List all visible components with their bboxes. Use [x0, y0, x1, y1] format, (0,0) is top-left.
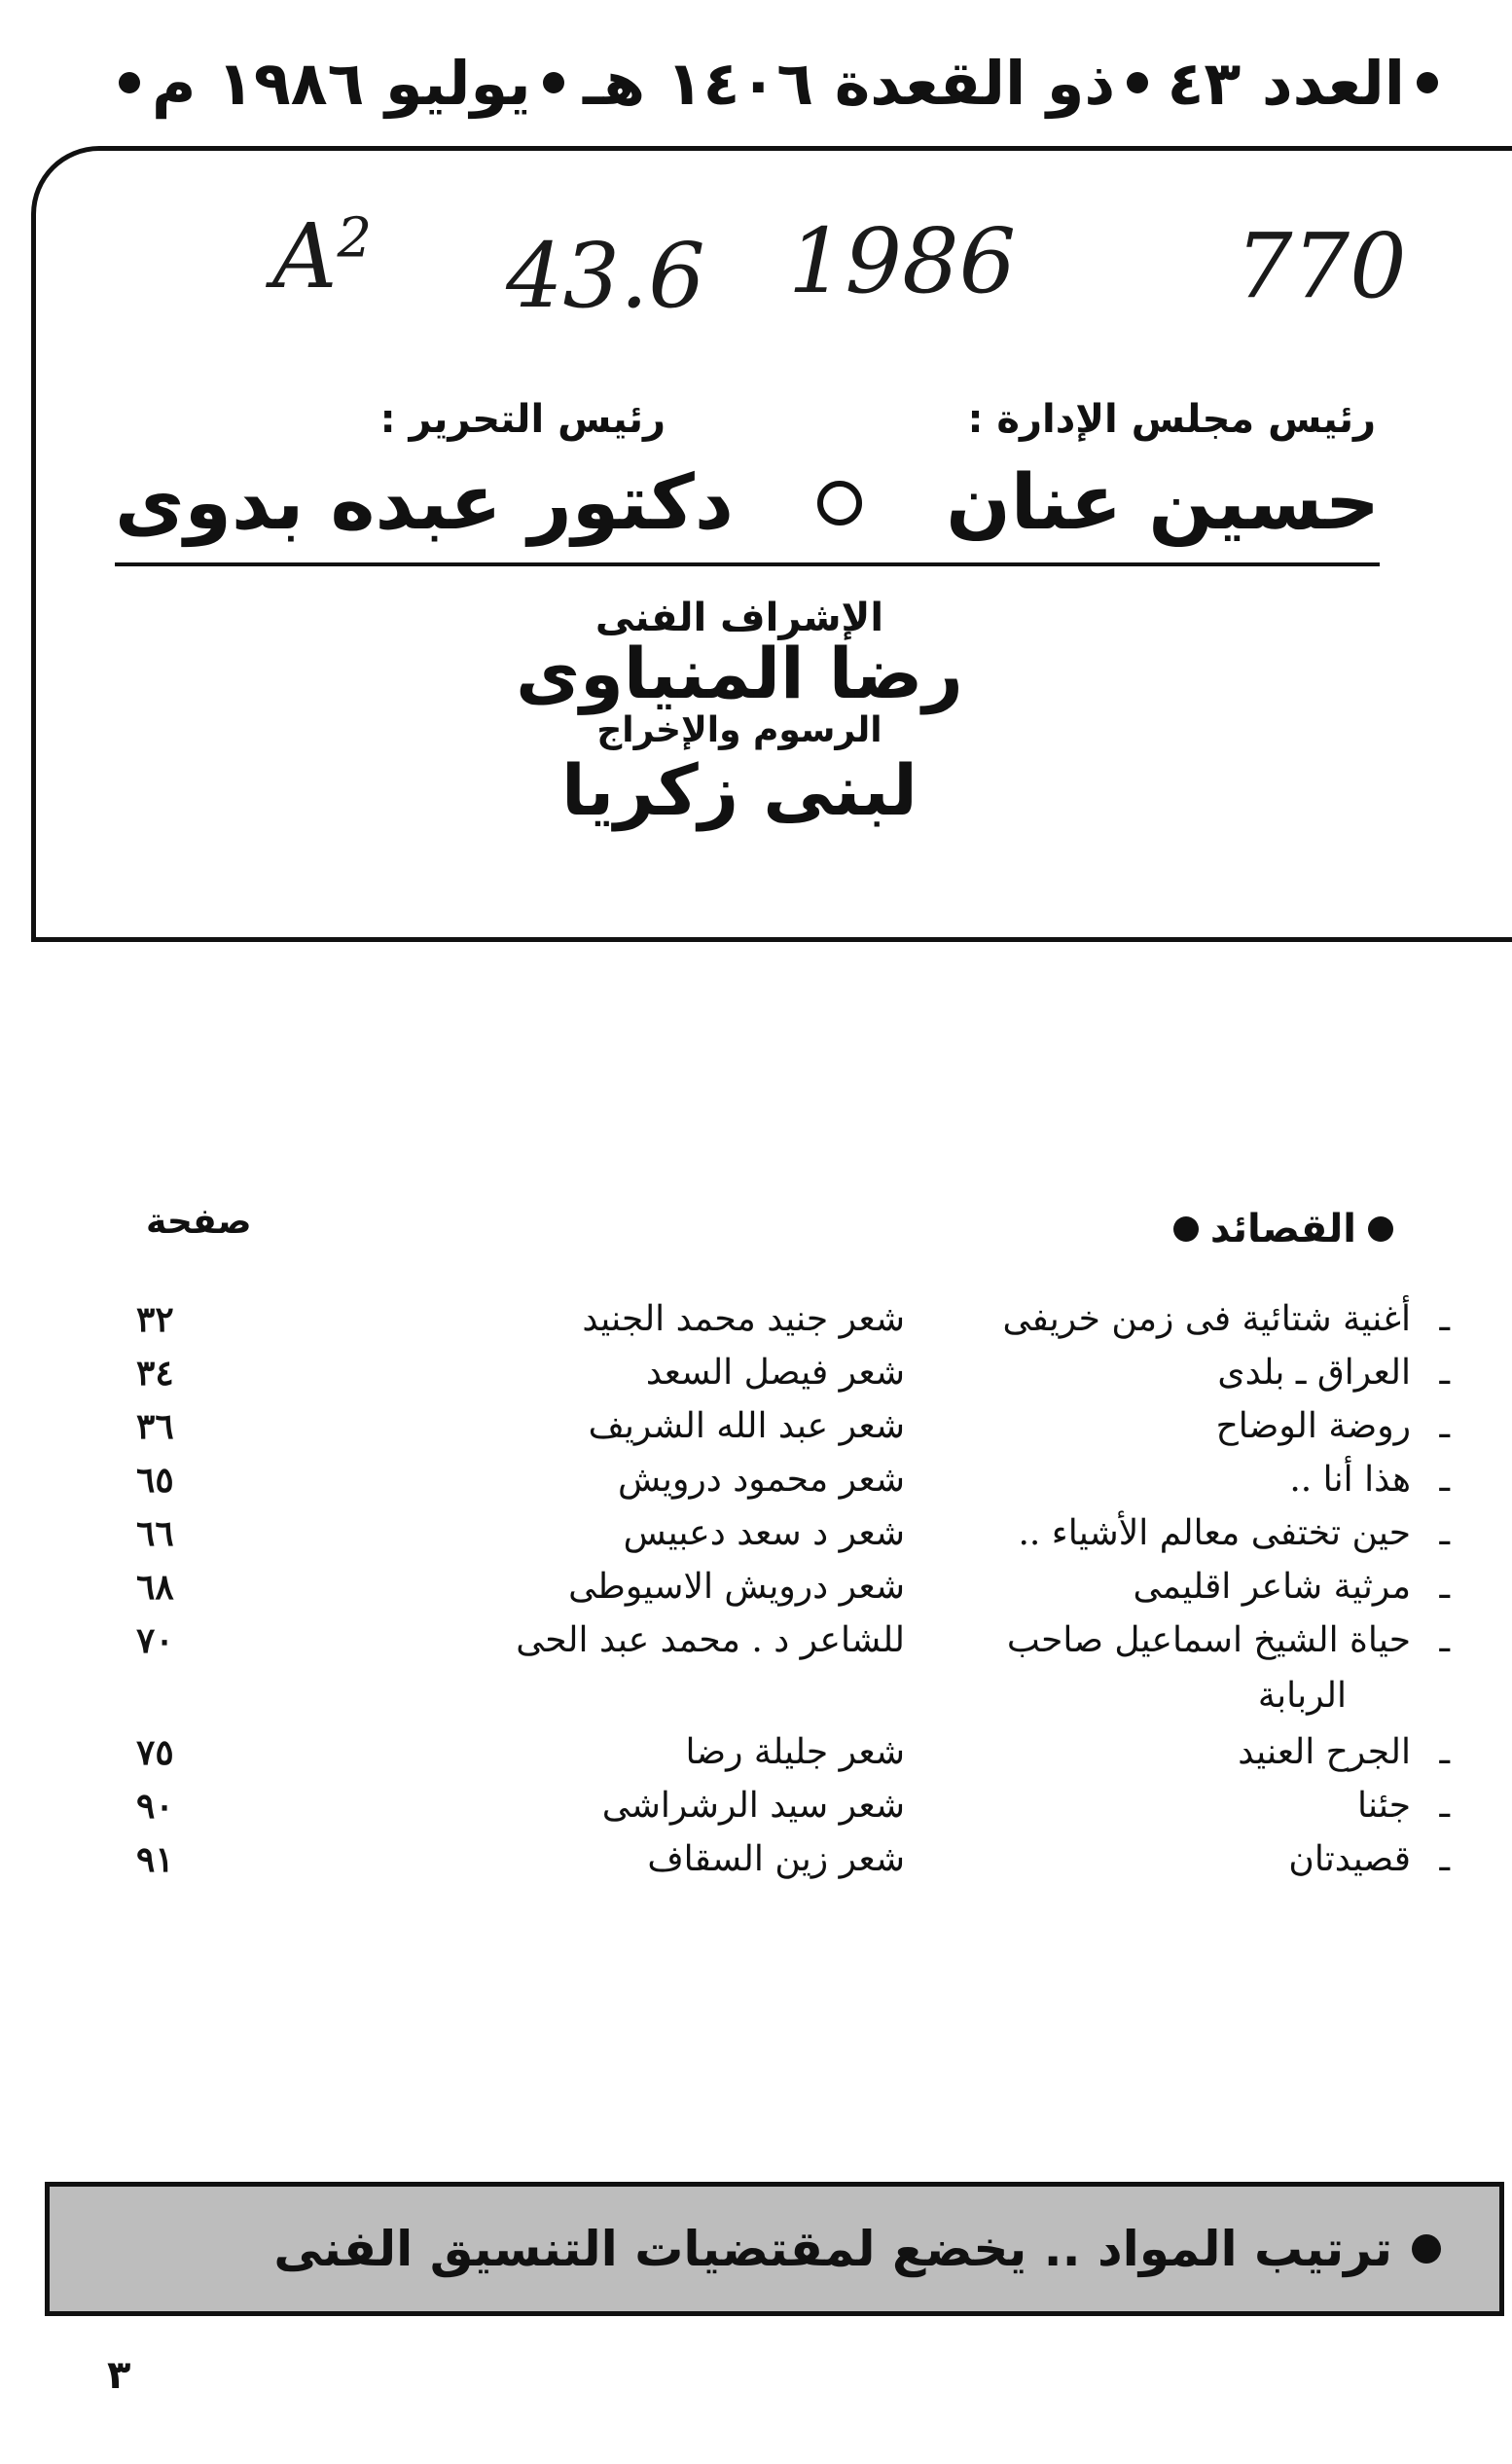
bullet-icon [1127, 72, 1148, 93]
board-chair-name: حسين عنان [946, 459, 1380, 547]
toc-author: شعر جنيد محمد الجنيد [582, 1299, 905, 1339]
toc-title-continuation: الربابة [1257, 1676, 1347, 1716]
toc-page: ٧٠ [136, 1620, 174, 1661]
art-supervision-label: الإشراف الفنى [594, 596, 884, 640]
toc-row: ـ روضة الوضاح شعر عبد الله الشريف ٣٦ [136, 1406, 1450, 1447]
toc-title: روضة الوضاح [1215, 1406, 1411, 1446]
handwritten-issue: 43.6 [506, 224, 705, 328]
toc-page: ٦٨ [136, 1567, 174, 1608]
toc-row: ـ مرثية شاعر اقليمى شعر درويش الاسيوطى ٦٨ [136, 1567, 1450, 1608]
toc-author: شعر عبد الله الشريف [588, 1406, 905, 1446]
toc-row: ـ الجرح العنيد شعر جليلة رضا ٧٥ [136, 1732, 1450, 1773]
toc-page: ٣٢ [136, 1299, 174, 1340]
toc-page: ٩٠ [136, 1786, 174, 1827]
separator-circle-icon [817, 481, 862, 525]
issue-number-segment [1168, 48, 1450, 119]
toc-title: هذا أنا .. [1289, 1460, 1411, 1500]
bullet-icon [1368, 1216, 1393, 1242]
toc-author: شعر سيد الرشراشى [601, 1786, 905, 1826]
toc-row: ـ حياة الشيخ اسماعيل صاحب للشاعر د . محمد عبد الحى ٧٠ [136, 1620, 1450, 1661]
page-number: ٣ [107, 2353, 131, 2398]
toc-author: شعر جليلة رضا [685, 1732, 905, 1772]
handwritten-catalog-number: 770 [1236, 214, 1407, 318]
bullet-icon [1173, 1216, 1199, 1242]
toc-title: جئنا [1357, 1786, 1411, 1826]
toc-row: ـ جئنا شعر سيد الرشراشى ٩٠ [136, 1786, 1450, 1827]
names-row [115, 450, 1380, 557]
toc-title: العراق ـ بلدى [1217, 1353, 1411, 1393]
arrangement-note-text: ترتيب المواد .. يخضع لمقتضيات التنسيق الفنى [273, 2221, 1392, 2277]
toc-row: ـ هذا أنا .. شعر محمود درويش ٦٥ [136, 1460, 1450, 1501]
toc-title: حياة الشيخ اسماعيل صاحب [1006, 1620, 1411, 1660]
issue-number: العدد ٤٣ [1167, 47, 1405, 119]
handwritten-shelf-mark: $A^2$ [272, 204, 373, 308]
illustration-label: الرسوم والإخراج [596, 710, 882, 750]
issue-hijri-date: ذو القعدة ١٤٠٦ هـ [582, 47, 1116, 119]
toc-title: حين تختفى معالم الأشياء .. [1018, 1513, 1411, 1553]
names-divider [115, 562, 1380, 566]
toc-page: ٦٥ [136, 1460, 174, 1501]
toc-title: أغنية شتائية فى زمن خريفى [1002, 1299, 1411, 1339]
toc-author: شعر د سعد دعبيس [623, 1513, 905, 1553]
bullet-icon [1412, 2234, 1441, 2264]
toc-page: ٩١ [136, 1839, 174, 1880]
toc-page: ٣٤ [136, 1353, 174, 1394]
toc-author: شعر فيصل السعد [645, 1353, 905, 1393]
bullet-icon [1417, 72, 1438, 93]
art-supervision-name: رضا المنياوى [516, 633, 963, 714]
toc-page: ٣٦ [136, 1406, 174, 1447]
bullet-icon [543, 72, 564, 93]
arrangement-note [45, 2182, 1504, 2316]
illustration-name: لبنى زكريا [561, 749, 918, 831]
page-column-header: صفحة [146, 1202, 252, 1242]
toc-author: شعر زين السقاف [647, 1839, 905, 1879]
bullet-icon [119, 72, 140, 93]
editor-label: رئيس التحرير : [379, 397, 666, 442]
toc-author: شعر درويش الاسيوطى [568, 1567, 905, 1607]
issue-gregorian-date: يوليو ١٩٨٦ م [152, 47, 531, 119]
toc-author: للشاعر د . محمد عبد الحى [516, 1620, 905, 1660]
toc-row: ـ حين تختفى معالم الأشياء .. شعر د سعد دعبيس ٦٦ [136, 1513, 1450, 1554]
toc-author: شعر محمود درويش [618, 1460, 905, 1500]
editor-name: دكتور عبده بدوى [115, 459, 734, 547]
section-title: القصائد [1209, 1207, 1356, 1251]
toc-title: الجرح العنيد [1238, 1732, 1411, 1772]
issue-hijri-segment [583, 48, 1160, 119]
section-heading [1162, 1207, 1405, 1251]
toc-page: ٧٥ [136, 1732, 174, 1773]
toc-row: ـ العراق ـ بلدى شعر فيصل السعد ٣٤ [136, 1353, 1450, 1394]
toc-title: قصيدتان [1288, 1839, 1411, 1879]
toc-row: ـ قصيدتان شعر زين السقاف ٩١ [136, 1839, 1450, 1880]
toc-row: ـ أغنية شتائية فى زمن خريفى شعر جنيد محمد الجنيد ٣٢ [136, 1299, 1450, 1340]
handwritten-year: 1986 [788, 209, 1017, 313]
issue-line [107, 39, 1450, 127]
board-chair-label: رئيس مجلس الإدارة : [967, 397, 1376, 442]
issue-gregorian-segment [107, 48, 576, 119]
toc-title: مرثية شاعر اقليمى [1133, 1567, 1411, 1607]
toc-page: ٦٦ [136, 1513, 174, 1554]
